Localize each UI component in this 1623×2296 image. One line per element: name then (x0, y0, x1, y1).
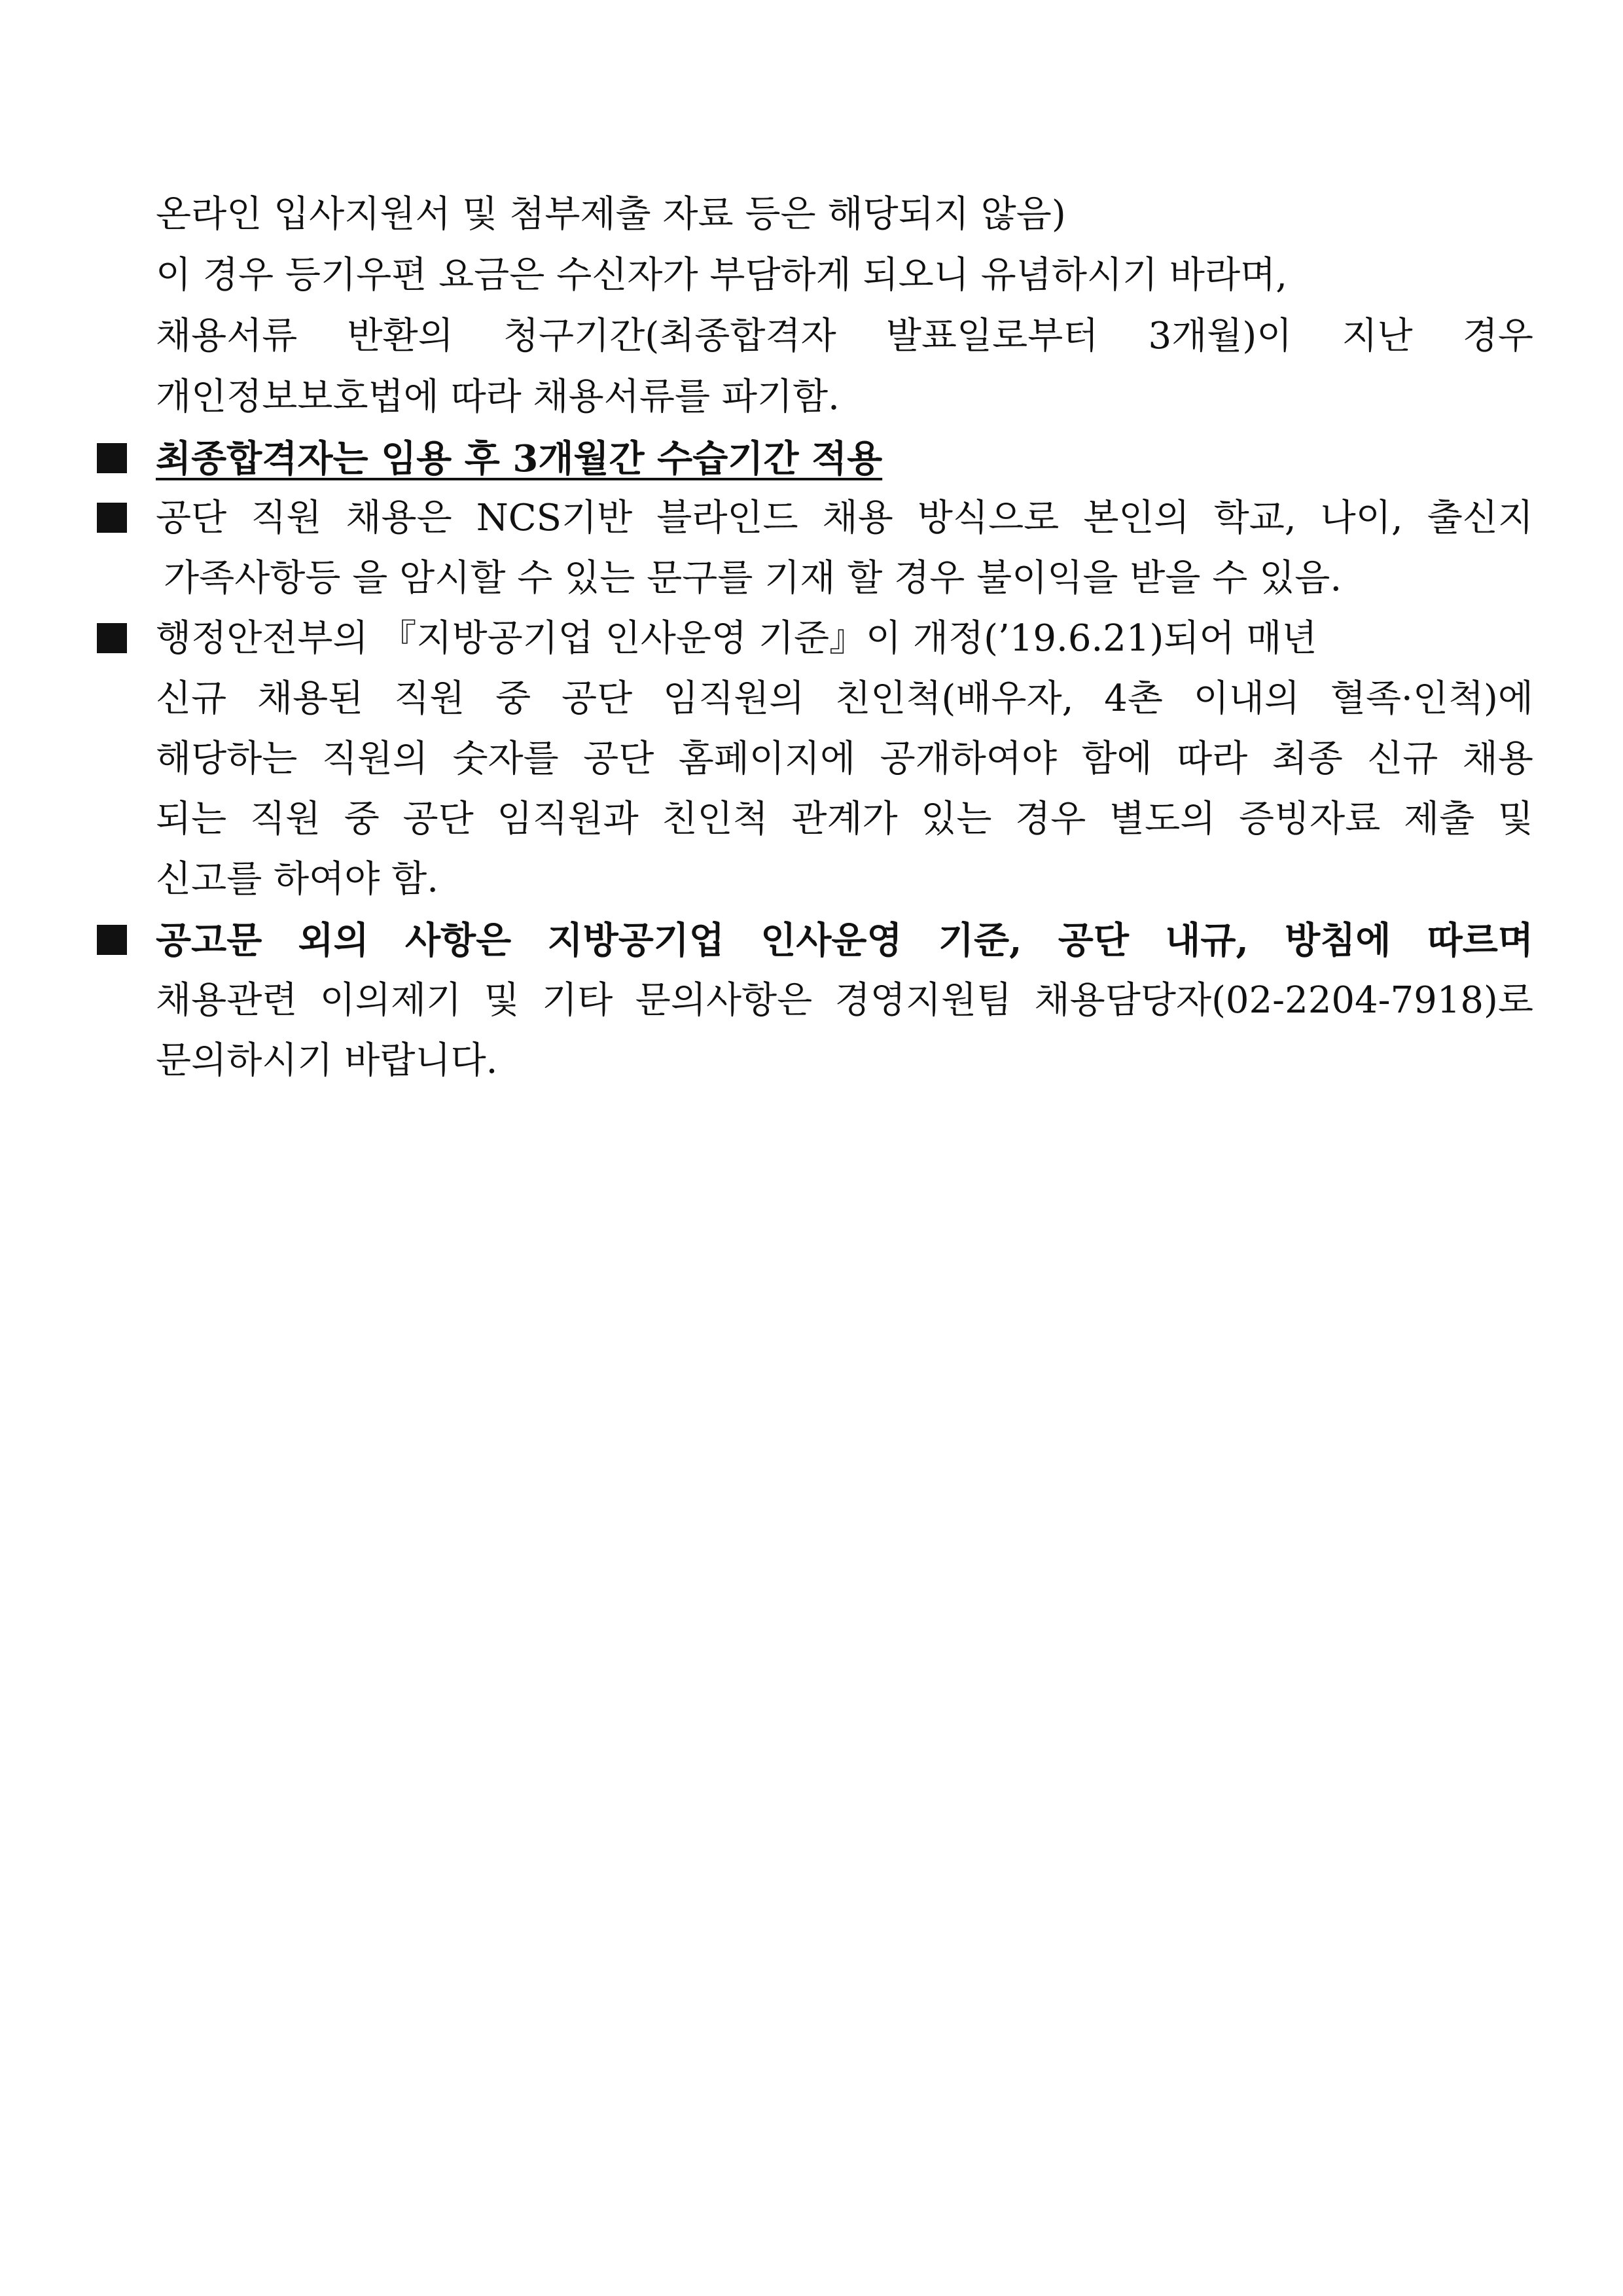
bullet-continuation-line: 해당하는 직원의 숫자를 공단 홈페이지에 공개하여야 함에 따라 최종 신규 채용 (156, 738, 1533, 780)
bullet-item-relatives-disclosure (97, 609, 1533, 669)
bullet-text-other-matters: 공고문 외의 사항은 지방공기업 인사운영 기준, 공단 내규, 방침에 따르며 (156, 919, 1533, 962)
bullet-continuation-line: 가족사항등 을 암시할 수 있는 문구를 기재 할 경우 불이익을 받을 수 있음. (164, 557, 1342, 600)
bullet-continuation-line: 신규 채용된 직원 중 공단 임직원의 친인척(배우자, 4촌 이내의 혈족·인척)에 (156, 677, 1533, 720)
continued-line-1: 온라인 입사지원서 및 첨부제출 자료 등은 해당되지 않음) (156, 193, 1066, 236)
square-bullet-icon (97, 623, 127, 653)
bullet-continuation-line: 신고를 하여야 함. (156, 858, 439, 901)
continued-line-4: 개인정보보호법에 따라 채용서류를 파기함. (156, 376, 840, 418)
bullet-continuation-line: 되는 직원 중 공단 임직원과 친인척 관계가 있는 경우 별도의 증빙자료 제출 및 (156, 798, 1533, 840)
bullet-continuation-line: 문의하시기 바랍니다. (156, 1039, 498, 1082)
bullet-item-blind-hiring (97, 488, 1533, 548)
square-bullet-icon (97, 443, 127, 473)
square-bullet-icon (97, 503, 127, 533)
bullet-item-other-matters (97, 910, 1533, 971)
bullet-text-relatives-disclosure: 행정안전부의 『지방공기업 인사운영 기준』이 개정(’19.6.21)되어 매년 (156, 617, 1317, 660)
bullet-text-blind-hiring: 공단 직원 채용은 NCS기반 블라인드 채용 방식으로 본인의 학교, 나이, 출신지 (156, 497, 1533, 539)
bullet-item-probation (97, 429, 1533, 489)
continued-line-3: 채용서류 반환의 청구기간(최종합격자 발표일로부터 3개월)이 지난 경우 (156, 315, 1533, 357)
bullet-continuation-line: 채용관련 이의제기 및 기타 문의사항은 경영지원팀 채용담당자(02-2204-7918)로 (156, 979, 1533, 1022)
square-bullet-icon (97, 925, 127, 955)
bullet-text-probation: 최종합격자는 임용 후 3개월간 수습기간 적용 (156, 437, 883, 480)
continued-line-2: 이 경우 등기우편 요금은 수신자가 부담하게 되오니 유념하시기 바라며, (156, 254, 1287, 296)
